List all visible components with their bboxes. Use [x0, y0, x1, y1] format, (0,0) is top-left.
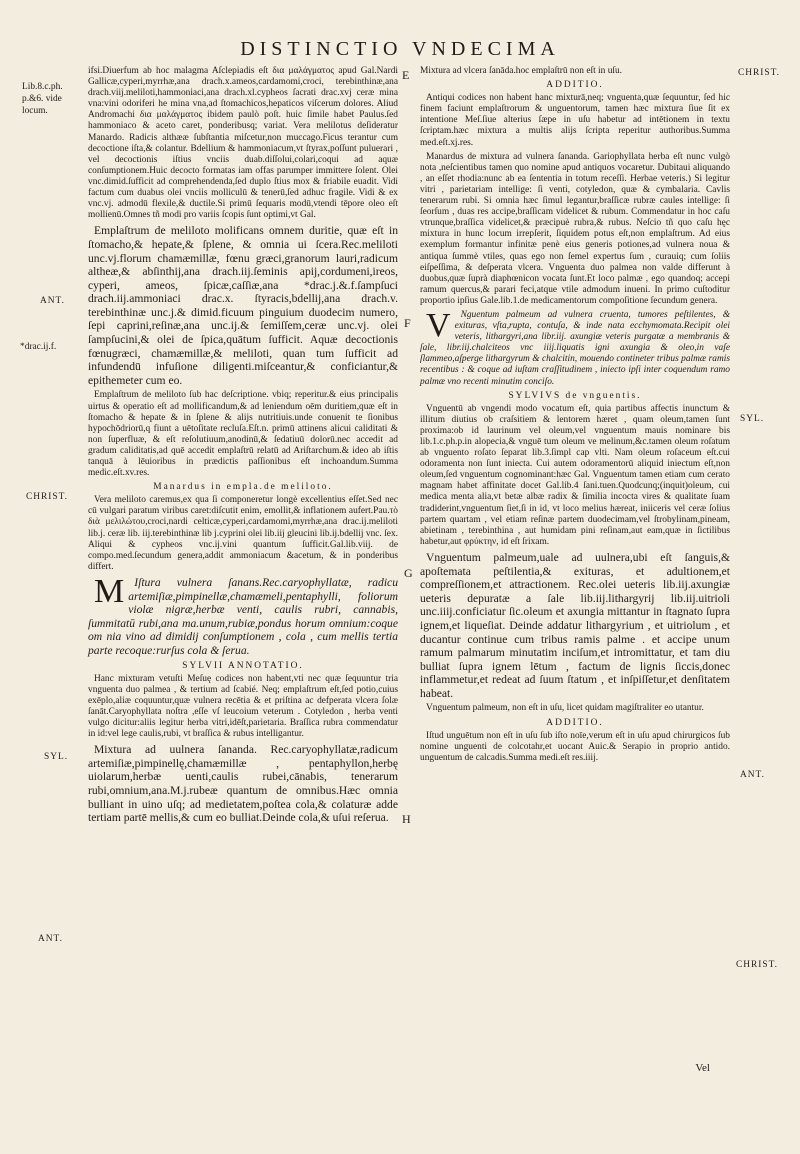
margin-ant-right: ANT.: [740, 770, 765, 780]
sylvius-heading: SYLVIVS de vnguentis.: [508, 390, 642, 401]
paragraph-emplastrum-description: Emplaſtrum de meliloto ſub hac deſcriptione. vbiq; reperitur.& eius principalis uirtus & operatio eſt ad mollificandum,& ad leniendum oēm duritiem,quæ eſt in ſtomacho & hepate & in ſplene & alijs nutritiuis.unde conuenit te ſionibus hypochōdriorū,q fiunt a uētoſitate recluſa.Eſt.n. primū attinens alicui caliditati & non ſuperfluæ, & eſt reſolutiuum,anodinū,& ſedatiuū dolorū.nec accedit ad gradum caliditatis,ad quē accedit emplaſtrū relatū ad Ariſtarchum.& ideo ab iſtis tanquā à lēuioribus in prædictis paſſionibus eſt inchoandum.Summa medic.eſt.xv.res.: [88, 390, 398, 479]
paragraph-vnguentum-usu: Vnguentum palmeum, non eſt in uſu, licet quidam magiſtraliter eo utantur.: [426, 703, 704, 714]
margin-christ-right-1: CHRIST.: [738, 68, 780, 78]
paragraph-mixtura-sananda: Mixtura ad uulnera ſananda. Rec.caryophyllatæ,radicum artemiſiæ,pimpinellę,chamæmillæ , pentaphyllon,herbę uiolarum,herbæ uenti,caulis rubei,cānabis, tenerarum rubi,omnium,ana.M.j.rubeæ quantum de omnibus.Hæc omnia bulliant in uino uſq; ad medietatem,poſtea cola,& colaturæ adde tertiam partē mellis,& cum eo bulliat.Deinde cola,& uſui reſerua.: [88, 743, 398, 825]
margin-christ-right-2: CHRIST.: [736, 960, 778, 970]
manardus-heading: Manardus in empla.de meliloto.: [153, 482, 333, 493]
margin-ant-1: ANT.: [40, 296, 65, 306]
paragraph-additio-1: Antiqui codices non habent hanc mixturā,neq; vnguenta,quæ ſequuntur, ſed hic finem faciunt emplaſtrorum & unguentorum, tamen hæc mixtura ſiue ſit ex intentione Meſ.ſiue alterius ſæpe in uſu habetur ad intētionem in textu ſcriptam.hæc mixtura a multis alijs ſcripta reperitur authoribus.Summa med.eſt.xj.res.: [420, 93, 730, 148]
section-letter-h: H: [402, 812, 411, 826]
sylvii-heading: SYLVII ANNOTATIO.: [182, 660, 304, 671]
paragraph-sylvius: Vnguentū ab vngendi modo vocatum eſt, quia partibus affectis inunctum & illitum diutius ob craſsitiem & lentorem hæret , quam oleum,tamen ſunt proxima:ob id laurinum vel oleum,vel vnguentum mauis nominare bis lib.1.c.ph.p.in alopecia,& vnguē tum oleum ve melinum,&c.tamen oleum roſatum ab vnguento roſato ſeparat lib.3.ſimpl cap vlti. Nam oleum roſaceum eſt.cui odoramenta non ſunt iniecta. Cui autem odoramentorū aliquid iniectum eſt,non oleum,ſed vnguentum cognominant:hæc Gal. Vnguentum tamen etiam cum cerato magnam habet affinitate docet Gal.lib.4 ſani.tuen.Quodcunq;(inquit)oleum, cui medica menta alia,vt betæ albæ radix & ſimilia incocta vires & qualitate ſuam tradiderint,vnguentum ſiet,ſi in id, vt loco melius hæreat, iniiceris vel ceræ ſolius partem quartam , vel etiam reſinæ partem duodecimam,vel ſtrobylinam,pineam, abietinam , terebinthina , aut humidam pini reſinam,aut eam,quæ in ſictilibus habetur,aut φρύκτην, id eſt ſrixam.: [420, 403, 730, 547]
page-title: DISTINCTIO VNDECIMA: [240, 38, 560, 60]
dropcap-m: M: [94, 572, 125, 610]
additio-heading-1: ADDITIO.: [546, 80, 604, 91]
catchword: Vel: [695, 1062, 710, 1074]
paragraph-sylvii: Hanc mixturam vetuſti Meſuę codices non habent,vti nec quæ ſequuntur tria vnguenta duo palmea , & tertium ad ſcabié. Neq; emplaſtrum eſt,ſed potio,cuius exēplo,aliæ coquuntur,quæ vulnera recētia & et priſtina ac defperata vlcera ſolæ ſanāt.Caryophyllata noſtra ,eſſe vſ leucoium veterum . Cotyledon , herba venti vulgo dicitur:aliis legitur herba vitri,idēſt,parietaria. Braſſica rubra commendatur in id:vel lege caulis,rubi, vt braſſica & rubus intelligantur.: [88, 673, 398, 740]
paragraph-malagma: ifsi.Diuerfum ab hoc malagma Aſclepiadis eſt δια μαλάγματος apud Gal.Nardi Gallicæ,cyperi,myrrhæ,ana drach.x.ameos,cardamomi,croci, terebinthinæ,ana drach.viij.meliloti,hammoniaci,ana drach.xl.cypheos ſacrati drac.xvj ceræ mina vna:vini odoriferi he mina vna,ad ſtomachicos,hepaticos viſcerum dolores. Aliud Andromachi δια μαλάγματος ibidem paulò poſt. huic ſimile habet Paulus.ſed hammoniaco & aceto caret, ponderibusq; variat. Vera melilotus deſideratur Manardo. Radicis althææ ſubſtantia miſcetur,non muccago.Ficus terantur cum decoctione iſta,& colantur. Bdellium & hammoniacum,vt ſtyrax,poſſunt puluerari , vel decoctionis iſtius vnciis duab.diſſolui,colari,coqui ad aquæ conſumptionem.Huic decocto formatas iam offas parumper immittere ſolent. Olei vnc.dimid.ſufficit ad comprehendenda,ſed duplo ſtius mox & friabile euadit. Vidi factum cum duabus olei vnciis molliculū & tenerū,ſed adhuc fragile. Vidi & ex vnc.vj. admodū flexile,& ductile.Si primū ſequaris modū,vtendi tēpore oleo eſt mollienū.Omnes tñ modi pro variis ſcopis ſunt optimi,vt Gal.: [88, 66, 398, 221]
margin-ant-2: ANT.: [38, 934, 63, 944]
section-letter-e: E: [402, 68, 410, 82]
paragraph-additio-2: Iſtud unguētum non eſt in uſu ſub iſto noīe,verum eſt in uſu apud chirurgicos ſub nomine unguenti de colcotahr,et uocant Auic.& Serapio in proprio antido. unguentum de calcadis.Summa medi.eſt res.iiij.: [420, 730, 730, 763]
margin-drac: *drac.ij.f.: [20, 342, 57, 352]
paragraph-mixtura-vlcera: Mixtura ad vlcera ſanāda.hoc emplaſtrū non eſt in uſu.: [420, 66, 623, 76]
margin-ref-2: p.&6. vide: [22, 94, 62, 104]
margin-christ: CHRIST.: [26, 492, 68, 502]
dropcap-v: V: [426, 306, 451, 344]
paragraph-vnguentum-vale: Vnguentum palmeum,uale ad uulnera,ubi eſt ſanguis,& apoſtemata peſtilentia,& exituras, et adultionem,et compreſſionem,et attractionem. Rec.olei ueteris lib.iij.axungiæ ueteris depuratæ a ſale lib.iij.lithargyrij lib.iij.uitrioli unc.iiij.conficiatur ſic.oleum et axungia mittantur in ſtagnato ſupra ignem,et liqueſiat. Deinde addatur lithargyrium , et uitriolum , et ducantur continue cum tribus ramis palme . et accipe unum ramum palmarum minutatim inciſum,et intromittatur, et tam diu bulliat ſupra ignem lētum , factum de lignis ſiccis,donec inflammetur,et redeat ad ſuum ſtatum , et inſpiſſetur,et denſitatem habeat.: [420, 550, 730, 700]
right-column: [420, 66, 730, 767]
paragraph-manardus: Vera meliloto caremus,ex qua ſi componeretur longè excellentius eſſet.Sed nec cū vulgari paratum viribus caret:diſcutit enim, emollit,& inflationem aufert.Pau.τὸ διὰ μελιλώτου,croci,nardi celticæ,cyperi,cardamomi,myrrhæ,ana drac.ij.meliloti lib.j. ceræ lib. iij.terebinthinæ lib j.cyprini olei lib.iij gleucini lib.ij.bdellij vnc. ſex. Aliqui & cypheos vnc.ij.vini quantum ſufficit.Gal.lib.viij. de compo.med.ſecundum genera,addit ammoniacum &acetum, & in ponderibus differt.: [88, 495, 398, 572]
margin-ref-1: Lib.8.c.ph.: [22, 82, 63, 92]
margin-syl-right: SYL.: [740, 414, 765, 424]
additio-heading-2: ADDITIO.: [546, 717, 604, 728]
section-letter-f: F: [404, 316, 411, 330]
paragraph-emplastrum-meliloto: Emplaſtrum de meliloto molificans omnem duritie, quæ eſt in ſtomacho,& hepate,& ſplene, & omnia ui ſcera.Rec.meliloti unc.vj.florum chamæmillæ, fœnu græci,granorum lauri,radicum altheæ,& abſinthij,ana drach.iij.ſeminis apij,cordumeni,ireos, cyperi, ameos, ſpicæ,caſſiæ,ana *drac.j.&.f.ſampſuci drach.iij.ammoniaci drac.x. ſtyracis,bdellij,ana drach.v. terebinthinæ unc.j.& dimid.ficuum pinguium duodecim numero, ſepi caprini,reſinæ,ana unc.ij.& ſemiſſem,ceræ unc.vj. olei ſampſucini,& olei de ſpica,quātum ſufficit. Aquæ decoctionis fœnugræci, chamæmillæ,& meliloti, quan tum ſufficit ad infundendū infuſione diligenti.miſceantur,& conficiantur,& epithemeter cum eo.: [88, 224, 398, 387]
left-column: [88, 66, 398, 828]
paragraph-mixtura-vulnera: M Iſtura vulnera ſanans.Rec.caryophyllatæ, radicu artemiſiæ,pimpinellæ,chamæmeli,pentaphylli, foliorum violæ nigræ,herbæ venti, caulis rubri, cannabis, ſummitatū rubi,ana ma.unum,rubiæ,pondus horum omnium:coque om nia vino ad dimidij conſumptionem , cola , cum mellis tertia parte recoque:rurſus cola & ſerua.: [88, 572, 398, 657]
section-letter-g: G: [404, 566, 413, 580]
margin-ref-3: locum.: [22, 106, 48, 116]
paragraph-vnguentum-palmeum: V Nguentum palmeum ad vulnera cruenta, tumores peſtilentes, & exituras, vſta,rupta, contuſa, & inde nata ecchymomata.Recipit olei veteris, lithargyri,ana libr.iij. axungiæ veteris purgatæ a membranis & ſale, libr.iij.chalciteos vnc iiij.liquatis igni axungia & oleo,in vaſe ſlammeo,aſperge lithargyrum & chalcitin, mouendo contineter tribus palmæ ramis recentibus : & coque ad iuſtam craſſitudinem , iniecto ipſi inter coquendum ramo palmæ vno recenti minutim conciſo.: [420, 306, 730, 387]
margin-syl: SYL.: [44, 752, 69, 762]
paragraph-manardus-mixtura: Manardus de mixtura ad vulnera ſananda. Gariophyllata herba eſt nunc vulgò nota ,neſcientibus tamen quo nomine apud antiquos vocaretur. Dubitaui aliquando , an eſſet rhodia:nunc ab ea ſententia in totum receſſi. Herbae veteris.) Si legitur vitri , parietariam intellige: ſi venti, cotyledon, quæ & cymbalaria. Cavlis tenerarum rubi. Si omnia hæc ſimul legantur,braſſicæ rubræ caules intellige: ſi ſeorſum , duas res accipe,braſſicam videlicet & rubum. Commendatur in hoc caſu vtrunque,braſſica videlicet,& præcipuè rubra,& rubus. Neſcio tñ quo caſu hęc mixtura in hunc locum irrepſerit, ſiquidem potus eſt,non emplaſtrum. Ad eius exemplum formantur infinitæ penè eius generis potiones,ad vulnera noua & antiqua ſummè vtiles, quas ego non ſemel expertus ſum , curauiq; cum ſoliis eiſpeſſima, & deſperata vlcera. Vnguenta duo palmea non valde differunt à duobus,quæ ſuprà diaphœnicon vocata ſunt.Et loco palmæ , ego quandoq; accepi ramum quercus,& parari feci,atque vtile admodum inueni. In primo cuſtoditur proportio ipſius Gale.lib.1.de medicamentorum compoſitione ſecundum genera.: [420, 151, 730, 306]
